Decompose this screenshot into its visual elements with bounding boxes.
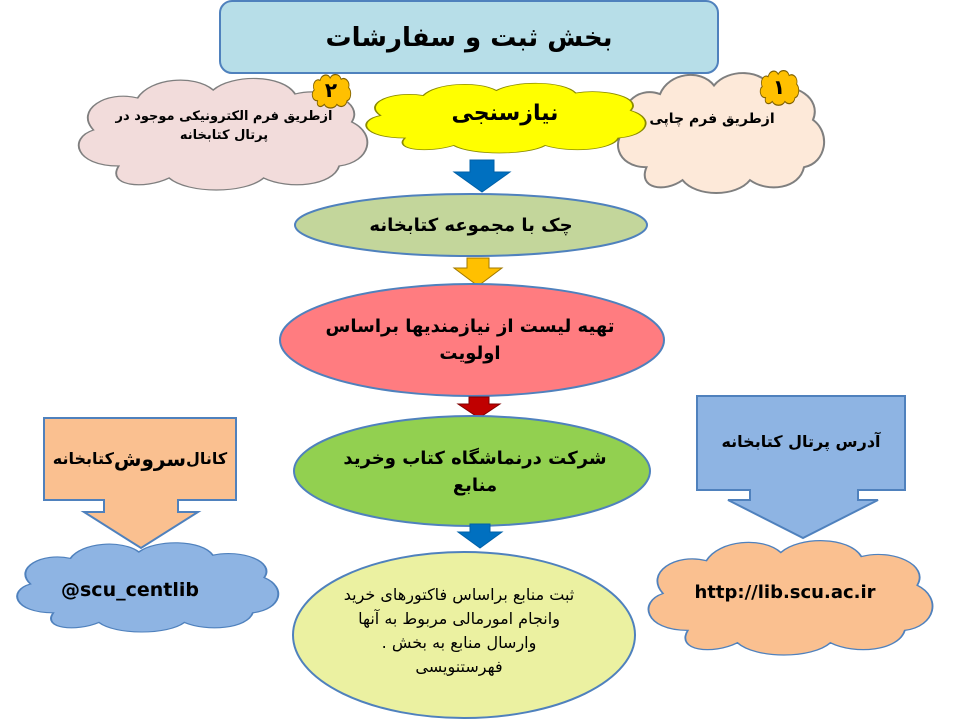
arrow-down-2 — [454, 258, 502, 286]
arrow-down-3 — [458, 397, 500, 418]
soroush-handle[interactable]: @scu_centlib — [61, 578, 199, 601]
step-3-label: شرکت درنماشگاه کتاب وخرید منابع — [343, 448, 607, 496]
soroush-suffix: کتابخانه — [52, 449, 114, 468]
page-title: بخش ثبت و سفارشات — [325, 22, 613, 53]
badge-1: ۱ — [772, 75, 786, 99]
soroush-strong: سروش — [113, 447, 187, 471]
step-2-label: تهیه لیست از نیازمندیها براساس اولویت — [325, 316, 615, 364]
step-1-label: چک با مجموعه کتابخانه — [369, 214, 573, 236]
needs-label: نیازسنجی — [451, 100, 559, 126]
portal-label: آدرس پرتال کتابخانه — [721, 432, 881, 451]
online-form-label: ازطریق فرم الکترونیکی موجود در پرتال کتابخانه — [115, 108, 333, 143]
step-4-label: ثبت منابع براساس فاکتورهای خرید وانجام امورمالی مربوط به آنها وارسال منابع به بخش . فهرستنویسی — [343, 585, 575, 676]
arrow-down-1 — [454, 160, 510, 192]
soroush-prefix: کانال — [186, 449, 228, 468]
soroush-label — [48, 424, 232, 494]
portal-url[interactable]: http://lib.scu.ac.ir — [694, 581, 876, 603]
arrow-down-4 — [458, 524, 502, 548]
print-form-label: ازطریق فرم چاپی — [649, 110, 775, 127]
badge-2: ۲ — [324, 78, 338, 102]
